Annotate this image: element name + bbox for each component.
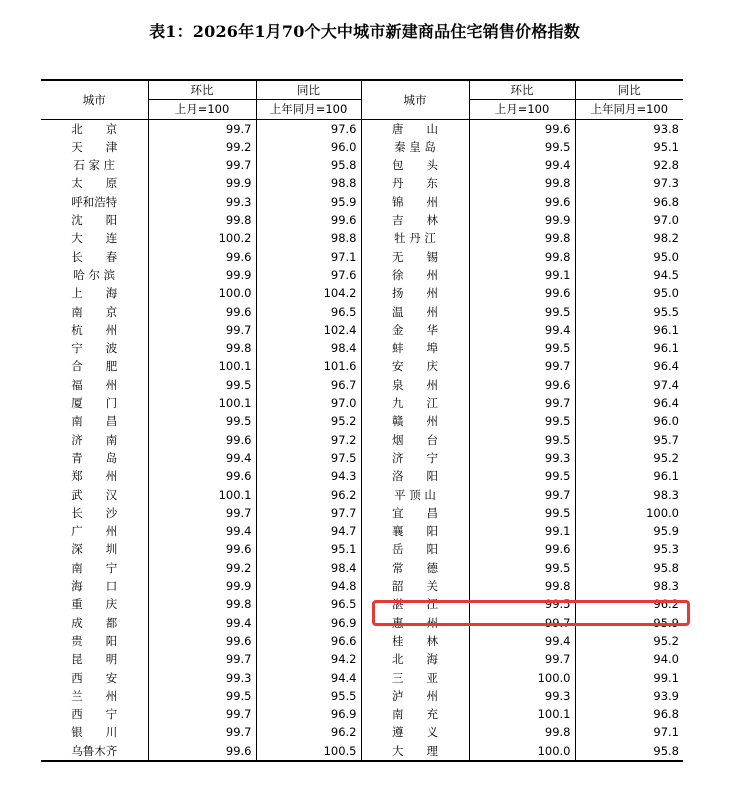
cell-city-left: 杭 州 [71,322,118,337]
header-city-left: 城市 [41,80,148,119]
cell-city-right: 丹 东 [361,174,469,192]
cell-city-left: 南 昌 [71,414,118,429]
cell-mom-right: 99.3 [469,449,575,467]
table-row [41,119,683,138]
cell-city-left: 合 肥 [71,359,118,374]
cell-yoy-left: 94.8 [256,577,361,595]
table-row [41,577,683,595]
cell-mom-left: 99.7 [148,650,256,668]
table-row [41,486,683,504]
cell-yoy-right: 98.3 [575,486,683,504]
cell-mom-left: 99.4 [148,449,256,467]
cell-yoy-right: 99.1 [575,669,683,687]
cell-yoy-right: 95.8 [575,742,683,761]
cell-mom-left: 99.5 [148,412,256,430]
cell-mom-right: 99.5 [469,412,575,430]
cell-city-left: 大 连 [71,231,118,246]
cell-yoy-left: 95.9 [256,193,361,211]
cell-city-right: 无 锡 [361,248,469,266]
cell-yoy-right: 96.1 [575,321,683,339]
header-mom-base-right: 上月=100 [469,100,575,119]
cell-mom-left: 100.1 [148,486,256,504]
cell-city-left: 厦 门 [71,396,118,411]
cell-city-left: 长 沙 [71,505,118,520]
cell-city-left: 南 宁 [71,560,118,575]
cell-mom-left: 99.7 [148,723,256,741]
cell-yoy-right: 94.0 [575,650,683,668]
cell-city-right: 南 充 [361,705,469,723]
cell-city-right: 济 宁 [361,449,469,467]
cell-mom-right: 99.5 [469,303,575,321]
cell-yoy-left: 96.0 [256,138,361,156]
cell-mom-left: 100.1 [148,357,256,375]
cell-yoy-right: 93.9 [575,687,683,705]
cell-mom-left: 99.7 [148,705,256,723]
cell-city-right: 蚌 埠 [361,339,469,357]
cell-city-left: 天 津 [71,139,118,154]
table-row [41,339,683,357]
cell-yoy-left: 97.6 [256,119,361,138]
cell-city-right: 锦 州 [361,193,469,211]
cell-mom-left: 99.8 [148,595,256,613]
cell-mom-left: 99.6 [148,303,256,321]
cell-mom-right: 99.8 [469,248,575,266]
cell-city-right: 牡 丹 江 [361,229,469,247]
table-row [41,632,683,650]
table-row [41,284,683,302]
header-yoy-base-left: 上年同月=100 [256,100,361,119]
table-row [41,522,683,540]
table-row [41,650,683,668]
cell-city-right: 岳 阳 [361,540,469,558]
table-body [41,119,683,761]
header-mom-base-left: 上月=100 [148,100,256,119]
cell-yoy-left: 95.2 [256,412,361,430]
cell-city-left: 福 州 [71,377,118,392]
cell-mom-right: 99.6 [469,284,575,302]
table-row [41,669,683,687]
cell-city-left: 兰 州 [71,688,118,703]
cell-city-right: 平 顶 山 [361,486,469,504]
cell-mom-right: 100.0 [469,742,575,761]
cell-yoy-left: 98.8 [256,229,361,247]
cell-city-left: 宁 波 [71,341,118,356]
cell-mom-left: 99.5 [148,376,256,394]
table-row [41,559,683,577]
cell-mom-right: 99.6 [469,119,575,138]
table-row [41,357,683,375]
cell-city-right: 桂 林 [361,632,469,650]
cell-mom-left: 99.2 [148,559,256,577]
cell-city-right: 洛 阳 [361,467,469,485]
cell-city-left: 成 都 [71,615,118,630]
cell-mom-right: 99.8 [469,174,575,192]
cell-yoy-right: 95.0 [575,284,683,302]
cell-yoy-right: 95.9 [575,522,683,540]
table-row [41,742,683,761]
table-row [41,412,683,430]
cell-yoy-right: 96.4 [575,394,683,412]
cell-yoy-left: 98.4 [256,559,361,577]
cell-yoy-left: 96.7 [256,376,361,394]
table-row [41,156,683,174]
cell-yoy-right: 96.2 [575,595,683,613]
cell-yoy-left: 94.7 [256,522,361,540]
cell-city-right: 赣 州 [361,412,469,430]
header-mom-left: 环比 [148,80,256,100]
table-row [41,723,683,741]
table-row [41,248,683,266]
cell-mom-left: 99.6 [148,248,256,266]
cell-yoy-left: 100.5 [256,742,361,761]
cell-mom-right: 99.6 [469,376,575,394]
cell-yoy-right: 96.0 [575,412,683,430]
cell-mom-right: 99.1 [469,266,575,284]
cell-yoy-left: 97.1 [256,248,361,266]
cell-yoy-right: 92.8 [575,156,683,174]
cell-yoy-left: 101.6 [256,357,361,375]
header-mom-right: 环比 [469,80,575,100]
cell-mom-right: 99.7 [469,394,575,412]
cell-city-left: 贵 阳 [71,633,118,648]
cell-mom-right: 100.0 [469,669,575,687]
cell-city-left: 北 京 [71,121,118,136]
cell-yoy-right: 95.5 [575,303,683,321]
cell-city-left: 济 南 [71,432,118,447]
cell-city-right: 泉 州 [361,376,469,394]
cell-mom-right: 99.9 [469,211,575,229]
cell-city-left: 郑 州 [71,469,118,484]
cell-mom-left: 99.2 [148,138,256,156]
cell-mom-right: 99.4 [469,321,575,339]
cell-mom-left: 99.7 [148,119,256,138]
cell-mom-left: 99.7 [148,504,256,522]
cell-city-right: 金 华 [361,321,469,339]
table-row [41,394,683,412]
cell-yoy-right: 96.1 [575,467,683,485]
cell-city-right: 襄 阳 [361,522,469,540]
cell-city-left: 呼和浩特 [71,194,118,209]
cell-yoy-left: 98.4 [256,339,361,357]
cell-city-right: 遵 义 [361,723,469,741]
cell-mom-left: 99.9 [148,174,256,192]
cell-yoy-right: 95.9 [575,614,683,632]
cell-yoy-right: 94.5 [575,266,683,284]
cell-mom-left: 99.7 [148,321,256,339]
cell-yoy-right: 97.0 [575,211,683,229]
cell-yoy-left: 97.5 [256,449,361,467]
table-row [41,193,683,211]
cell-yoy-right: 97.4 [575,376,683,394]
cell-city-left: 海 口 [71,579,118,594]
table-row [41,266,683,284]
cell-mom-left: 100.2 [148,229,256,247]
cell-yoy-right: 95.2 [575,632,683,650]
cell-yoy-left: 96.6 [256,632,361,650]
cell-mom-left: 99.8 [148,339,256,357]
cell-city-left: 武 汉 [71,487,118,502]
cell-mom-left: 99.7 [148,156,256,174]
cell-yoy-right: 95.1 [575,138,683,156]
cell-city-right: 扬 州 [361,284,469,302]
cell-mom-left: 99.6 [148,540,256,558]
table-row [41,449,683,467]
cell-mom-right: 100.1 [469,705,575,723]
cell-yoy-left: 96.2 [256,486,361,504]
cell-yoy-right: 95.7 [575,431,683,449]
table-row [41,174,683,192]
cell-city-left: 广 州 [71,524,118,539]
cell-yoy-left: 99.6 [256,211,361,229]
cell-yoy-right: 95.8 [575,559,683,577]
cell-mom-left: 100.1 [148,394,256,412]
cell-city-left: 深 圳 [71,542,118,557]
cell-city-left: 青 岛 [71,450,118,465]
cell-mom-right: 99.7 [469,486,575,504]
cell-yoy-left: 95.8 [256,156,361,174]
cell-city-right: 泸 州 [361,687,469,705]
cell-city-right: 大 理 [361,742,469,761]
cell-city-left: 西 安 [71,670,118,685]
table-row [41,431,683,449]
cell-yoy-right: 95.2 [575,449,683,467]
cell-yoy-left: 97.7 [256,504,361,522]
cell-city-left: 沈 阳 [71,213,118,228]
cell-yoy-left: 102.4 [256,321,361,339]
cell-mom-left: 99.3 [148,669,256,687]
cell-yoy-right: 95.3 [575,540,683,558]
cell-yoy-left: 94.2 [256,650,361,668]
cell-mom-right: 99.8 [469,229,575,247]
cell-yoy-left: 95.5 [256,687,361,705]
cell-city-right: 徐 州 [361,266,469,284]
header-city-right: 城市 [361,80,469,119]
cell-mom-left: 99.3 [148,193,256,211]
cell-yoy-left: 94.3 [256,467,361,485]
cell-mom-right: 99.7 [469,650,575,668]
table-row [41,211,683,229]
table-row [41,540,683,558]
cell-city-left: 哈 尔 滨 [73,267,116,282]
cell-yoy-right: 98.3 [575,577,683,595]
cell-city-right: 安 庆 [361,357,469,375]
table-row [41,504,683,522]
cell-mom-left: 100.0 [148,284,256,302]
cell-city-right: 九 江 [361,394,469,412]
cell-mom-right: 99.4 [469,156,575,174]
cell-mom-right: 99.8 [469,723,575,741]
cell-city-right: 韶 关 [361,577,469,595]
cell-mom-right: 99.1 [469,522,575,540]
cell-mom-left: 99.6 [148,742,256,761]
table-row [41,595,683,613]
cell-yoy-left: 104.2 [256,284,361,302]
cell-mom-left: 99.4 [148,522,256,540]
cell-mom-right: 99.4 [469,632,575,650]
cell-city-right: 三 亚 [361,669,469,687]
cell-city-right: 温 州 [361,303,469,321]
cell-yoy-right: 93.8 [575,119,683,138]
table-row [41,614,683,632]
table-row [41,303,683,321]
cell-yoy-left: 97.6 [256,266,361,284]
cell-city-left: 石 家 庄 [73,158,116,173]
cell-mom-left: 99.9 [148,266,256,284]
cell-city-right: 唐 山 [361,119,469,138]
cell-mom-right: 99.5 [469,138,575,156]
cell-yoy-right: 95.0 [575,248,683,266]
header-yoy-base-right: 上年同月=100 [575,100,683,119]
cell-yoy-left: 96.9 [256,614,361,632]
cell-mom-right: 99.5 [469,595,575,613]
cell-mom-left: 99.4 [148,614,256,632]
cell-mom-right: 99.6 [469,193,575,211]
cell-city-right: 惠 州 [361,614,469,632]
cell-yoy-right: 96.4 [575,357,683,375]
cell-mom-right: 99.7 [469,357,575,375]
cell-yoy-left: 97.0 [256,394,361,412]
cell-yoy-right: 96.8 [575,705,683,723]
cell-city-left: 西 宁 [71,707,118,722]
cell-yoy-left: 94.4 [256,669,361,687]
header-yoy-right: 同比 [575,80,683,100]
cell-city-left: 太 原 [71,176,118,191]
table-row [41,687,683,705]
cell-mom-left: 99.5 [148,687,256,705]
cell-yoy-right: 100.0 [575,504,683,522]
cell-city-right: 烟 台 [361,431,469,449]
cell-mom-right: 99.5 [469,467,575,485]
table-title: 表1：2026年1月70个大中城市新建商品住宅销售价格指数 [149,22,580,41]
cell-city-right: 常 德 [361,559,469,577]
cell-city-left: 南 京 [71,304,118,319]
cell-city-right: 吉 林 [361,211,469,229]
cell-city-left: 上 海 [71,286,118,301]
cell-mom-right: 99.6 [469,540,575,558]
cell-mom-right: 99.3 [469,687,575,705]
cell-yoy-left: 97.2 [256,431,361,449]
table-row [41,376,683,394]
cell-city-right: 湛 江 [361,595,469,613]
cell-yoy-left: 98.8 [256,174,361,192]
cell-mom-right: 99.7 [469,614,575,632]
cell-mom-left: 99.6 [148,467,256,485]
cell-yoy-right: 96.1 [575,339,683,357]
cell-city-right: 秦 皇 岛 [361,138,469,156]
cell-mom-right: 99.5 [469,504,575,522]
cell-city-left: 乌鲁木齐 [41,742,148,761]
cell-mom-left: 99.9 [148,577,256,595]
table-row [41,229,683,247]
cell-city-left: 重 庆 [71,597,118,612]
cell-yoy-left: 96.2 [256,723,361,741]
cell-yoy-left: 96.9 [256,705,361,723]
cell-yoy-left: 95.1 [256,540,361,558]
cell-yoy-right: 98.2 [575,229,683,247]
cell-city-right: 北 海 [361,650,469,668]
cell-yoy-right: 97.3 [575,174,683,192]
cell-mom-right: 99.8 [469,577,575,595]
cell-mom-right: 99.5 [469,339,575,357]
cell-yoy-left: 96.5 [256,595,361,613]
cell-yoy-right: 96.8 [575,193,683,211]
price-index-table [41,79,683,762]
table-row [41,138,683,156]
cell-mom-right: 99.5 [469,431,575,449]
table-row [41,321,683,339]
cell-city-right: 包 头 [361,156,469,174]
cell-mom-left: 99.6 [148,632,256,650]
cell-city-right: 宜 昌 [361,504,469,522]
cell-mom-right: 99.5 [469,559,575,577]
cell-city-left: 昆 明 [71,652,118,667]
cell-mom-left: 99.8 [148,211,256,229]
table-row [41,705,683,723]
cell-city-left: 银 川 [71,725,118,740]
cell-mom-left: 99.6 [148,431,256,449]
cell-yoy-right: 97.1 [575,723,683,741]
header-yoy-left: 同比 [256,80,361,100]
cell-city-left: 长 春 [71,249,118,264]
cell-yoy-left: 96.5 [256,303,361,321]
table-row [41,467,683,485]
